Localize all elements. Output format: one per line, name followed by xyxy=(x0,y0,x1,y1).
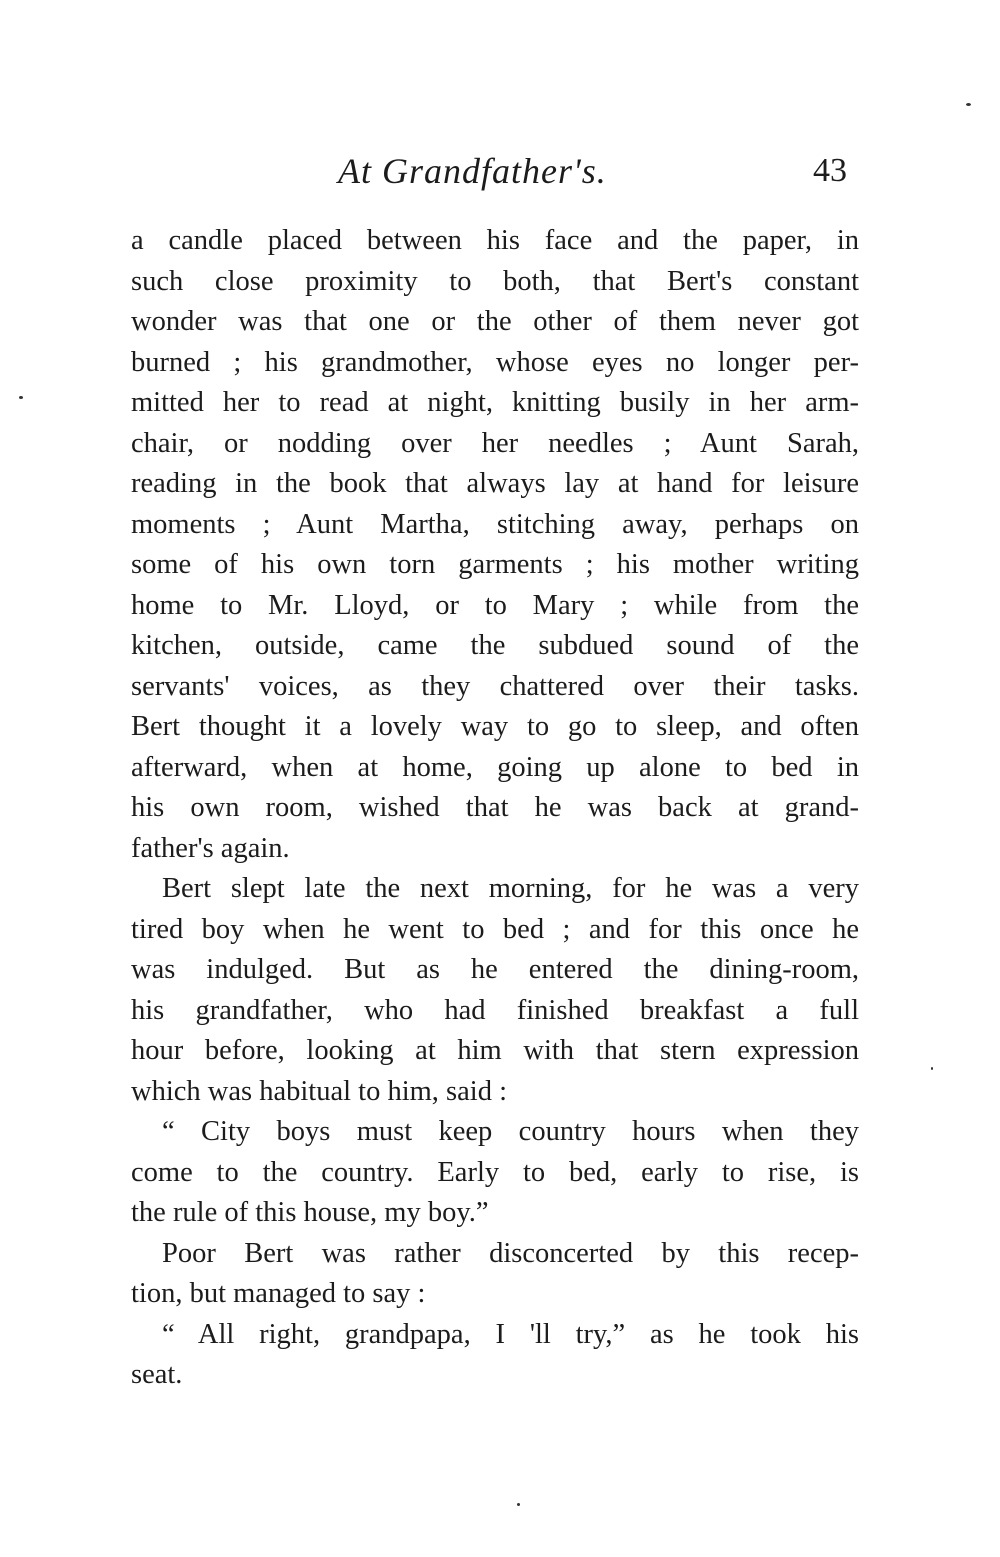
text-line: Poor Bert was rather disconcerted by this recep- xyxy=(162,1237,859,1269)
scan-speck xyxy=(931,1067,933,1070)
text-line: come to the country. Early to bed, early to rise, is xyxy=(131,1156,859,1188)
text-line: his grandfather, who had finished breakfast a full xyxy=(131,994,859,1026)
scan-speck xyxy=(966,103,971,106)
page-header xyxy=(0,150,1000,200)
text-line: kitchen, outside, came the subdued sound of the xyxy=(131,630,859,661)
scan-speck xyxy=(19,396,23,399)
text-line: Bert thought it a lovely way to go to sleep, and often xyxy=(131,711,859,742)
text-line: some of his own torn garments ; his mother writing xyxy=(131,549,859,580)
text-line: which was habitual to him, said : xyxy=(131,1075,507,1107)
text-line: burned ; his grandmother, whose eyes no longer per- xyxy=(131,346,859,378)
text-line: reading in the book that always lay at hand for leisure xyxy=(131,468,859,499)
text-line: home to Mr. Lloyd, or to Mary ; while from the xyxy=(131,589,859,621)
text-line: seat. xyxy=(131,1359,183,1390)
text-line: chair, or nodding over her needles ; Aunt Sarah, xyxy=(131,427,859,459)
page-number: 43 xyxy=(813,152,847,189)
text-line: such close proximity to both, that Bert's constant xyxy=(131,265,859,297)
running-title: At Grandfather's. xyxy=(338,151,607,191)
text-line: “ City boys must keep country hours when they xyxy=(162,1116,859,1147)
text-line: afterward, when at home, going up alone to bed in xyxy=(131,751,859,783)
text-line: the rule of this house, my boy.” xyxy=(131,1197,489,1228)
text-line: mitted her to read at night, knitting busily in her arm- xyxy=(131,387,859,418)
text-line: hour before, looking at him with that stern expression xyxy=(131,1035,859,1066)
text-line: his own room, wished that he was back at grand- xyxy=(131,792,859,823)
text-line: tired boy when he went to bed ; and for this once he xyxy=(131,913,859,945)
text-line: was indulged. But as he entered the dining-room, xyxy=(131,954,859,985)
text-line: tion, but managed to say : xyxy=(131,1278,426,1309)
body-text xyxy=(131,221,859,1396)
text-line: a candle placed between his face and the paper, in xyxy=(131,225,859,256)
scan-speck xyxy=(517,1503,520,1506)
text-line: servants' voices, as they chattered over their tasks. xyxy=(131,670,859,702)
text-line: Bert slept late the next morning, for he was a very xyxy=(162,873,859,904)
text-line: “ All right, grandpapa, I 'll try,” as he took his xyxy=(162,1318,859,1350)
text-line: wonder was that one or the other of them never got xyxy=(131,306,859,337)
text-line: father's again. xyxy=(131,832,290,864)
text-line: moments ; Aunt Martha, stitching away, perhaps on xyxy=(131,508,859,540)
